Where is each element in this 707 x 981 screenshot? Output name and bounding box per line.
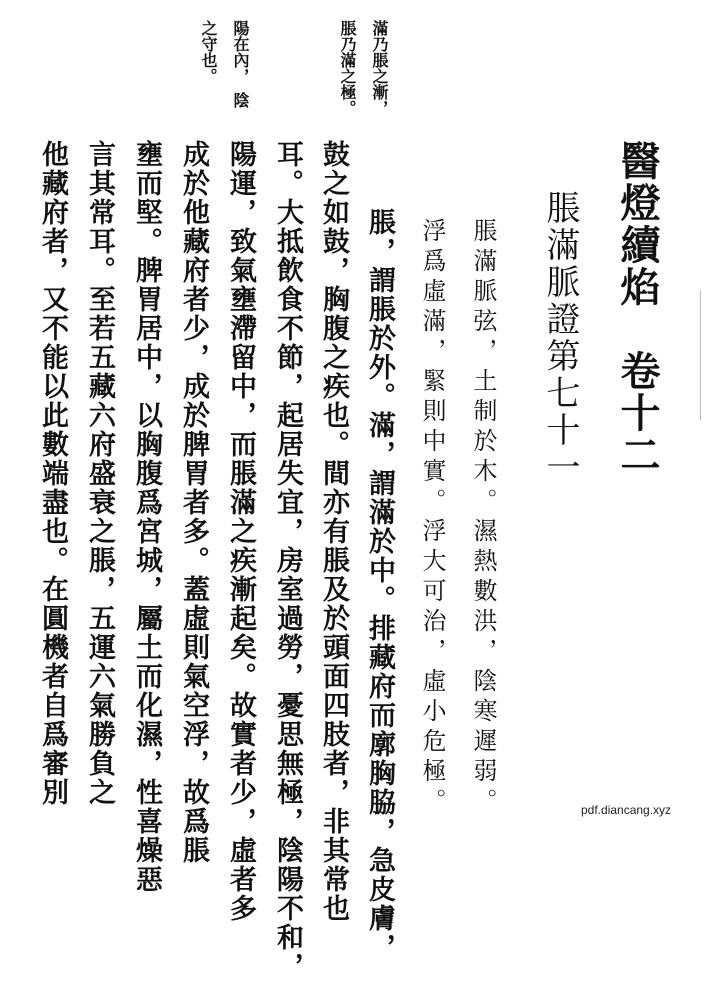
body-line-2: 鼓之如鼓，胸腹之疾也。間亦有脹及於頭面四肢者，非其常也 (318, 140, 349, 923)
body-line-7: 言其常耳。至若五藏六府盛衰之脹，五運六氣勝負之 (84, 140, 115, 807)
body-line-8: 他藏府者，又不能以此數端盡也。在圓機者自爲審別 (37, 140, 68, 807)
note-line-3: 陽在內， 陰 (231, 20, 250, 108)
note-line-1: 滿乃脹之漸， (370, 20, 389, 116)
body-line-4: 陽運，致氣壅滯留中，而脹滿之疾漸起矣。故實者少，虛者多 (225, 140, 256, 923)
note-line-4: 之守也。 (199, 20, 218, 84)
page-edge-divider (700, 290, 703, 420)
verse-line-2: 浮爲虛滿，緊則中實。浮大可治，虛小危極。 (418, 218, 446, 818)
chapter-title: 脹滿脈證第七十一 (540, 190, 580, 486)
body-line-6: 壅而堅。脾胃居中，以胸腹爲宮城，屬土而化濕，性喜燥惡 (131, 140, 162, 894)
verse-line-1: 脹滿脈弦，土制於木。濕熱數洪，陰寒遲弱。 (469, 218, 497, 818)
body-line-3: 耳。大抵飲食不節，起居失宜，房室過勞，憂思無極，陰陽不和， (272, 140, 303, 981)
note-line-2: 脹乃滿之極。 (338, 20, 357, 116)
body-line-5: 成於他藏府者少，成於脾胃者多。蓋虛則氣空浮，故爲脹 (178, 140, 209, 865)
body-line-1: 脹，謂脹於外。滿，謂滿於中。排藏府而廓胸脇，急皮膚， (364, 208, 395, 962)
watermark-text: pdf.diancang.xyz (581, 803, 672, 817)
book-title: 醫燈續焰 卷十二 (614, 140, 661, 476)
